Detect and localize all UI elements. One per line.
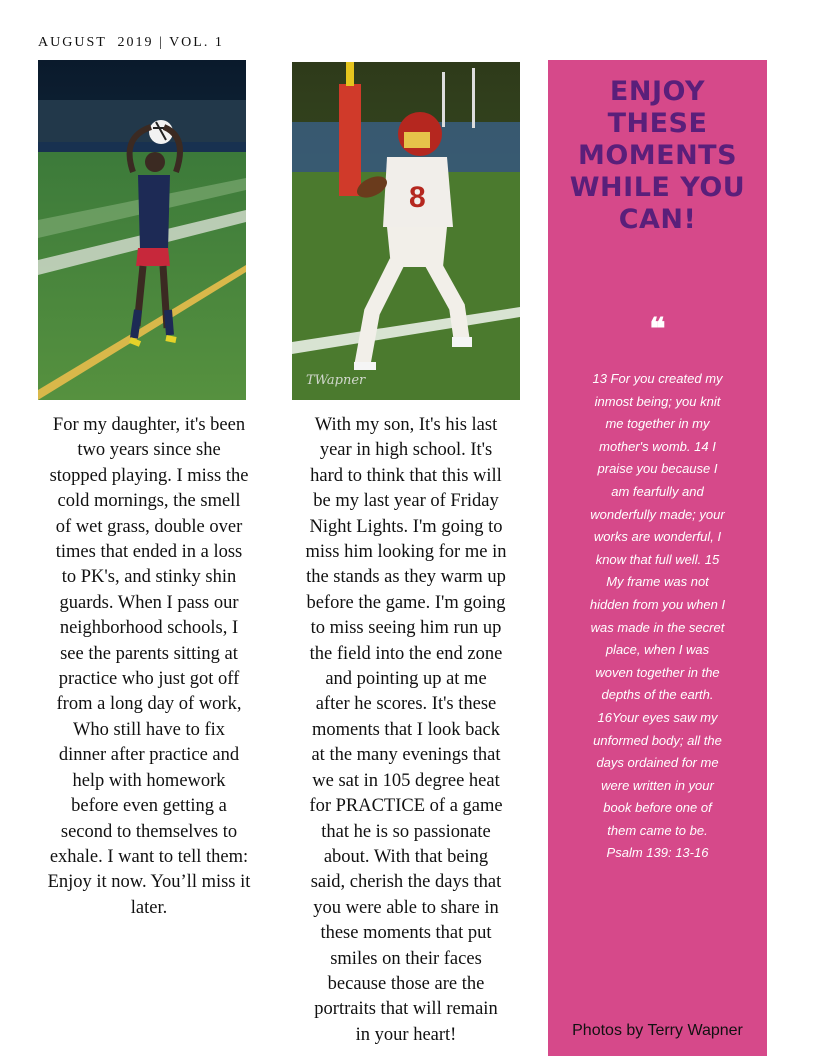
son-column-text: With my son, It's his last year in high school. It's hard to think that this will be my last year of Friday Night Lights. I'm going to miss him looking for me in the stands as they warm up before the game. I'm going to miss seeing him run up the field into the end zone and pointing up at me after he scores. It's these moments that I look back at the many evenings that we sat in 105 degree heat for PRACTICE of a game that he is so passionate about. With that being said, cherish the days that you were able to share in these moments that put smiles on their faces because those are the portraits that will remain in your heart! (305, 415, 507, 1045)
daughter-column-text: For my daughter, it's been two years since she stopped playing. I miss the cold mornings, the smell of wet grass, double over times that ended in a loss to PK's, and stinky shin guards. When I pass our neighborhood schools, I see the parents sitting at practice who just got off from a long day of work, Who still have to fix dinner after practice and help with homework before even getting a second to themselves to exhale. I want to tell them: Enjoy it now. You’ll miss it later. (47, 415, 251, 918)
svg-text:8: 8 (409, 181, 426, 214)
sidebar-headline: ENJOY THESE MOMENTS WHILE YOU CAN! (569, 76, 746, 235)
quote-sidebar (548, 60, 767, 1056)
daughter-soccer-photo (38, 60, 246, 400)
photo-credit: Photos by Terry Wapner (572, 1022, 743, 1039)
football-photo-illustration (292, 62, 520, 400)
issue-date-line: AUGUST 2019 | VOL. 1 (38, 35, 224, 50)
quote-mark-icon: ❝ (649, 312, 666, 347)
photographer-signature: TWapner (306, 373, 366, 388)
scripture-verse: 13 For you created my inmost being; you knit me together in my mother's womb. 14 I praise you because I am fearfully and wonderfully made; your works are wonderful, I know that full well. 15 My frame was not hidden from you when I was made in the secret place, when I was woven together in the depths of the earth. 16Your eyes saw my unformed body; all the days ordained for me were written in your book before one of them came to be. Psalm 139: 13-16 (589, 371, 726, 861)
soccer-photo-illustration (38, 60, 246, 400)
son-football-photo (292, 62, 520, 400)
